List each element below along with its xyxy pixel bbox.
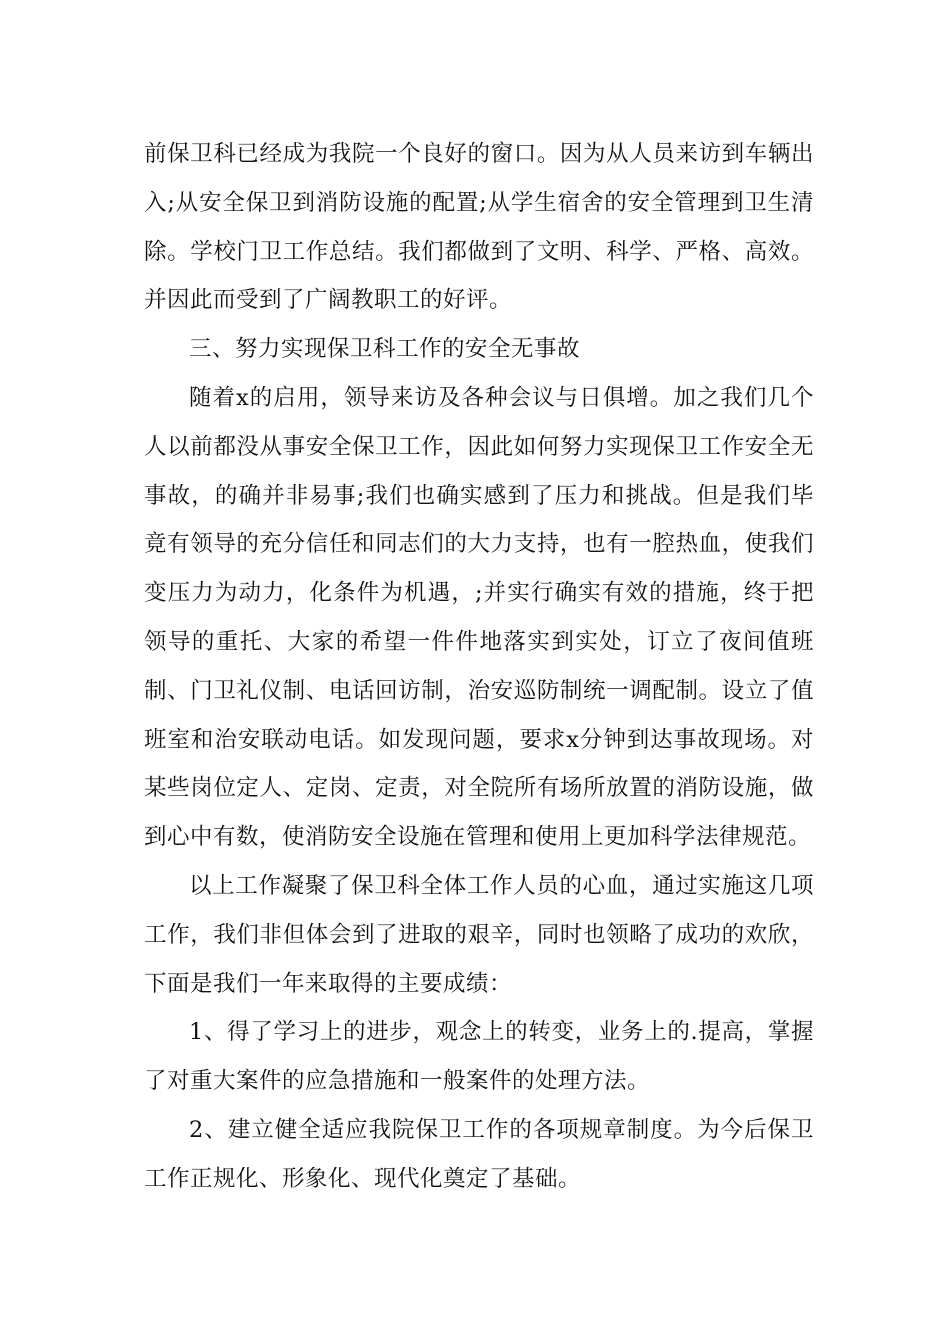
- document-body: [144, 130, 814, 1204]
- paragraph-security-measures: 随着x的启用，领导来访及各种会议与日俱增。加之我们几个人以前都没从事安全保卫工作，因此如何努力实现保卫工作安全无事故，的确并非易事;我们也确实感到了压力和挑战。但是我们毕竟有领导的充分信任和同志们的大力支持，也有一腔热血，使我们变压力为动力，化条件为机遇，;并实行确实有效的措施，终于把领导的重托、大家的希望一件件地落实到实处，订立了夜间值班制、门卫礼仪制、电话回访制，治安巡防制统一调配制。设立了值班室和治安联动电话。如发现问题，要求x分钟到达事故现场。对某些岗位定人、定岗、定责，对全院所有场所放置的消防设施，做到心中有数，使消防安全设施在管理和使用上更加科学法律规范。: [144, 384, 814, 851]
- section-heading-three: 三、努力实现保卫科工作的安全无事故: [189, 336, 581, 363]
- list-item-achievement-2: 2、建立健全适应我院保卫工作的各项规章制度。为今后保卫工作正规化、形象化、现代化奠定了基础。: [144, 1116, 814, 1192]
- paragraph-intro-continuation: 前保卫科已经成为我院一个良好的窗口。因为从人员来访到车辆出入;从安全保卫到消防设施的配置;从学生宿舍的安全管理到卫生清除。学校门卫工作总结。我们都做到了文明、科学、严格、高效。并因此而受到了广阔教职工的好评。: [144, 141, 814, 314]
- list-item-achievement-1: 1、得了学习上的进步，观念上的转变，业务上的.提高，掌握了对重大案件的应急措施和一般案件的处理方法。: [144, 1019, 814, 1095]
- paragraph-achievements-intro: 以上工作凝聚了保卫科全体工作人员的心血，通过实施这几项工作，我们非但体会到了进取的艰辛，同时也领略了成功的欢欣，下面是我们一年来取得的主要成绩：: [144, 872, 814, 997]
